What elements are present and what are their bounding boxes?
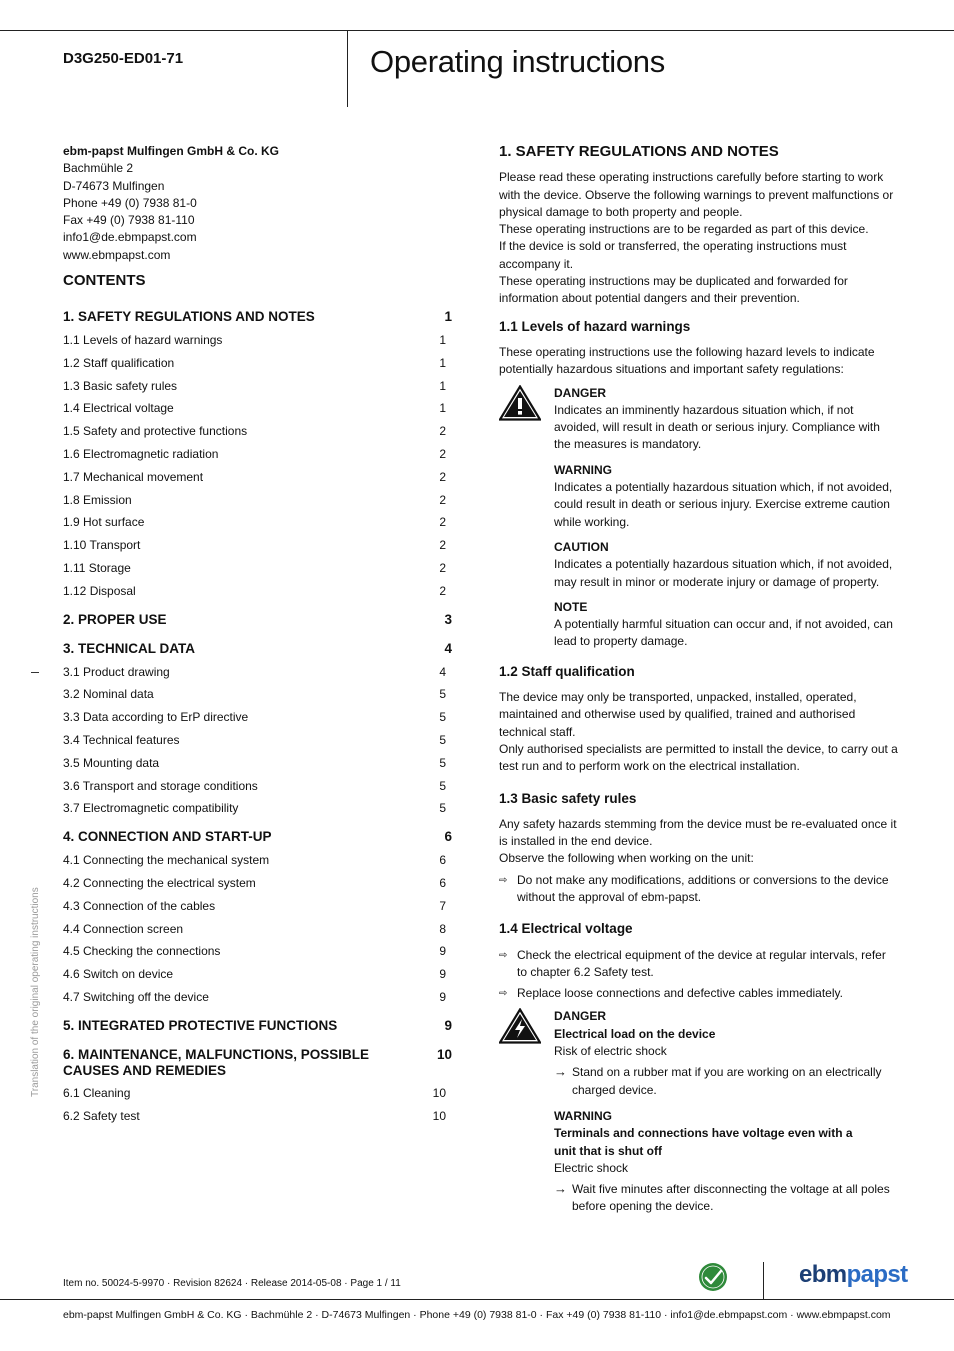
list-item <box>499 985 899 1002</box>
toc-entry[interactable] <box>63 379 453 402</box>
header-top-rule <box>0 30 954 31</box>
intro-paragraph: These operating instructions are to be regarded as part of this device. <box>499 222 869 237</box>
toc-entry-page: 5 <box>439 687 446 702</box>
safety-rules-paragraph: Any safety hazards stemming from the device must be re-evaluated once it is installed in the end device. <box>499 816 897 849</box>
toc-entry[interactable] <box>63 1047 453 1086</box>
toc-entry-label: 3.6 Transport and storage conditions <box>63 778 258 793</box>
toc-entry[interactable] <box>63 612 453 636</box>
toc-entry-label: 1.1 Levels of hazard warnings <box>63 333 223 347</box>
company-name: ebm-papst Mulfingen GmbH & Co. KG <box>63 144 279 158</box>
toc-entry-label: 3.2 Nominal data <box>63 687 154 702</box>
section-1-heading: 1. SAFETY REGULATIONS AND NOTES <box>499 143 779 160</box>
toc-entry-label: 1.12 Disposal <box>63 583 136 598</box>
toc-entry-label: 3.1 Product drawing <box>63 664 170 679</box>
toc-entry-label: 4.5 Checking the connections <box>63 944 221 959</box>
toc-entry-label: 4.6 Switch on device <box>63 967 174 982</box>
toc-entry[interactable] <box>63 899 453 922</box>
toc-entry-label: 4.3 Connection of the cables <box>63 898 216 913</box>
section-safety <box>499 143 899 1224</box>
toc-entry-label: 1.6 Electromagnetic radiation <box>63 446 219 461</box>
bullet-text: Do not make any modifications, additions or conversions to the device without the approval of ebm-papst. <box>517 872 889 904</box>
toc-entry[interactable] <box>63 424 453 447</box>
footer-rule <box>0 1299 954 1300</box>
toc-entry-label: 3.3 Data according to ErP directive <box>63 710 249 725</box>
toc-entry[interactable] <box>63 401 453 424</box>
toc-entry[interactable] <box>63 876 453 899</box>
toc-entry-page: 9 <box>439 944 446 959</box>
list-item <box>554 1181 899 1216</box>
toc-entry[interactable] <box>63 641 453 665</box>
toc-entry-label: 6. MAINTENANCE, MALFUNCTIONS, POSSIBLE CAUSES AND REMEDIES <box>63 1046 370 1078</box>
toc-entry-label: 3. TECHNICAL DATA <box>63 640 196 656</box>
toc-entry[interactable] <box>63 309 453 333</box>
toc-entry[interactable] <box>63 470 453 493</box>
toc-entry-label: 1.2 Staff qualification <box>63 355 175 370</box>
section-1-4-heading: 1.4 Electrical voltage <box>499 921 633 937</box>
toc-entry-page: 9 <box>439 967 446 982</box>
toc-entry-label: 1. SAFETY REGULATIONS AND NOTES <box>63 309 315 324</box>
toc-entry-page: 6 <box>444 829 452 845</box>
toc-entry-label: 3.4 Technical features <box>63 732 180 747</box>
electrical-warning <box>554 1108 899 1216</box>
hazard-text: Risk of electric shock <box>554 1044 667 1059</box>
hazard-subtitle: Terminals and connections have voltage even with a unit that is shut off <box>554 1126 853 1158</box>
toc-entry-label: 1.10 Transport <box>63 538 141 553</box>
toc-entry[interactable] <box>63 333 453 356</box>
electrical-hazards <box>499 1008 899 1215</box>
toc-entry-label: 3.5 Mounting data <box>63 755 160 770</box>
toc-entry-label: 3.7 Electromagnetic compatibility <box>63 801 239 816</box>
toc-entry-label: 2. PROPER USE <box>63 611 167 627</box>
toc-entry-page: 10 <box>436 1046 452 1062</box>
hazard-intro: These operating instructions use the following hazard levels to indicate potentially hazardous situations and important safety regulations: <box>499 344 875 377</box>
toc-entry[interactable] <box>63 493 453 516</box>
side-translation-note: Translation of the original operating instructions <box>30 887 41 1097</box>
logo-divider <box>763 1262 764 1300</box>
toc-entry-page: 1 <box>439 401 446 416</box>
toc-entry-page: 4 <box>439 664 446 679</box>
hazard-subtitle: Electrical load on the device <box>554 1026 716 1041</box>
toc-entry-label: 4.2 Connecting the electrical system <box>63 875 256 890</box>
toc-entry[interactable] <box>63 801 453 824</box>
toc-entry-page: 2 <box>439 446 446 461</box>
toc-entry[interactable] <box>63 1086 453 1109</box>
list-item <box>499 872 899 907</box>
hazard-text: Indicates an imminently hazardous situation which, if not avoided, will result in death or serious injury. Compliance with the measures is mandatory. <box>554 402 880 452</box>
company-email: info1@de.ebmpapst.com <box>63 230 197 245</box>
toc-entry-label: 1.9 Hot surface <box>63 515 145 530</box>
toc-entry-label: 4.4 Connection screen <box>63 921 184 936</box>
toc-entry-page: 1 <box>439 355 446 370</box>
toc-entry[interactable] <box>63 779 453 802</box>
toc-entry-page: 5 <box>439 710 446 725</box>
arrow-bullet-icon: ⇨ <box>499 874 508 886</box>
bullet-text: Replace loose connections and defective cables immediately. <box>517 986 843 1001</box>
toc-entry-label: 1.5 Safety and protective functions <box>63 424 248 439</box>
hazard-title: WARNING <box>554 1108 612 1123</box>
staff-paragraph: The device may only be transported, unpacked, installed, operated, maintained and otherwise used by qualified, trained and authorised technical staff. <box>499 690 857 739</box>
toc-entry-page: 10 <box>432 1085 446 1100</box>
toc-entry-page: 2 <box>439 515 446 530</box>
toc-entry[interactable] <box>63 1018 453 1042</box>
electric-shock-icon <box>499 1008 541 1044</box>
toc-entry-page: 2 <box>439 538 446 553</box>
toc-entry[interactable] <box>63 853 453 876</box>
hazard-title: DANGER <box>554 1009 607 1024</box>
table-of-contents <box>63 309 453 1131</box>
right-arrow-icon: → <box>554 1181 567 1197</box>
toc-entry[interactable] <box>63 990 453 1013</box>
toc-entry-page: 1 <box>439 378 446 393</box>
toc-entry[interactable] <box>63 829 453 853</box>
toc-entry-page: 4 <box>444 640 452 656</box>
toc-entry-label: 5. INTEGRATED PROTECTIVE FUNCTIONS <box>63 1017 338 1033</box>
hazard-text: Electric shock <box>554 1160 629 1175</box>
toc-entry-label: 1.11 Storage <box>63 560 131 575</box>
company-street: Bachmühle 2 <box>63 161 134 176</box>
ebmpapst-logo: ebmpapst <box>799 1261 908 1288</box>
toc-entry[interactable] <box>63 665 453 688</box>
toc-entry-page: 10 <box>432 1108 446 1123</box>
toc-entry-page: 5 <box>439 755 446 770</box>
toc-entry-label: 1.4 Electrical voltage <box>63 401 174 416</box>
item-number: Item no. 50024-5-9970 · Revision 82624 · Release 2014-05-08 · Page 1 / 11 <box>63 1278 401 1289</box>
toc-entry[interactable] <box>63 356 453 379</box>
company-web: www.ebmpapst.com <box>63 247 171 262</box>
intro-paragraph: If the device is sold or transferred, the operating instructions must accompany it. <box>499 239 847 271</box>
toc-entry-page: 9 <box>439 989 446 1004</box>
toc-entry-page: 1 <box>444 309 452 324</box>
action-text: Wait five minutes after disconnecting the voltage at all poles before opening the device. <box>572 1182 890 1214</box>
list-item <box>499 947 899 982</box>
footer-address: ebm-papst Mulfingen GmbH & Co. KG · Bachmühle 2 · D-74673 Mulfingen · Phone +49 (0) 7938 81-0 · Fax +49 (0) 7938 81-110 · info1@de.ebmpapst.com · www.ebmpapst.com <box>63 1309 891 1321</box>
safety-rules-paragraph: Observe the following when working on the unit: <box>499 851 754 866</box>
contents-heading: CONTENTS <box>63 272 146 289</box>
fold-mark <box>31 672 39 673</box>
action-text: Stand on a rubber mat if you are working on an electrically charged device. <box>572 1065 882 1097</box>
toc-entry-label: 4.7 Switching off the device <box>63 989 209 1004</box>
company-address <box>63 143 453 264</box>
toc-entry[interactable] <box>63 733 453 756</box>
intro-paragraph: Please read these operating instructions carefully before starting to work with the device. Observe the following warnings to prevent malfunctions or physical damage to both property and people. <box>499 170 894 219</box>
arrow-bullet-icon: ⇨ <box>499 949 508 961</box>
toc-entry-page: 6 <box>439 853 446 868</box>
section-1-2-heading: 1.2 Staff qualification <box>499 663 635 679</box>
hazard-title: DANGER <box>554 385 607 400</box>
hazard-level-danger <box>554 385 899 454</box>
toc-entry-label: 1.3 Basic safety rules <box>63 378 178 393</box>
hazard-title: NOTE <box>554 599 588 614</box>
document-title: Operating instructions <box>370 44 665 79</box>
toc-entry[interactable] <box>63 447 453 470</box>
toc-entry-page: 8 <box>439 921 446 936</box>
hazard-level-note <box>554 599 899 651</box>
greentech-badge-icon <box>698 1262 728 1292</box>
toc-entry-label: 1.7 Mechanical movement <box>63 469 204 484</box>
hazard-title: CAUTION <box>554 539 609 554</box>
toc-entry[interactable] <box>63 687 453 710</box>
warning-triangle-icon <box>499 385 541 421</box>
electrical-danger <box>554 1008 899 1098</box>
toc-entry-label: 4.1 Connecting the mechanical system <box>63 853 270 868</box>
toc-entry-page: 5 <box>439 801 446 816</box>
company-city: D-74673 Mulfingen <box>63 178 165 193</box>
toc-entry-label: 1.8 Emission <box>63 492 132 507</box>
section-1-1-heading: 1.1 Levels of hazard warnings <box>499 318 691 334</box>
toc-entry[interactable] <box>63 515 453 538</box>
company-fax: Fax +49 (0) 7938 81-110 <box>63 213 195 228</box>
toc-entry-label: 6.1 Cleaning <box>63 1085 131 1100</box>
toc-entry[interactable] <box>63 922 453 945</box>
section-1-3-heading: 1.3 Basic safety rules <box>499 790 637 806</box>
toc-entry-page: 2 <box>439 560 446 575</box>
toc-entry-page: 1 <box>439 333 446 347</box>
toc-entry-label: 6.2 Safety test <box>63 1108 140 1123</box>
toc-entry[interactable] <box>63 538 453 561</box>
staff-paragraph: Only authorised specialists are permitted to install the device, to carry out a test run and to perform work on the electrical installation. <box>499 741 898 774</box>
toc-entry-page: 9 <box>444 1017 452 1033</box>
hazard-text: Indicates a potentially hazardous situation which, if not avoided, could result in death or serious injury. Exercise extreme caution while working. <box>554 480 893 529</box>
toc-entry-page: 2 <box>439 583 446 598</box>
bullet-text: Check the electrical equipment of the device at regular intervals, refer to chapter 6.2 Safety test. <box>517 947 886 979</box>
toc-entry[interactable] <box>63 756 453 779</box>
toc-entry[interactable] <box>63 710 453 733</box>
toc-entry[interactable] <box>63 1109 453 1132</box>
toc-entry-page: 2 <box>439 424 446 439</box>
header-divider <box>347 30 348 107</box>
hazard-level-warning <box>554 462 899 531</box>
toc-entry[interactable] <box>63 967 453 990</box>
hazard-title: WARNING <box>554 462 612 477</box>
toc-entry-page: 3 <box>444 611 452 627</box>
toc-entry-page: 7 <box>439 898 446 913</box>
hazard-text: A potentially harmful situation can occur and, if not avoided, can lead to property damage. <box>554 617 893 649</box>
model-number: D3G250-ED01-71 <box>63 50 184 67</box>
toc-entry-page: 6 <box>439 875 446 890</box>
intro-paragraph: These operating instructions may be duplicated and forwarded for information about potential dangers and their prevention. <box>499 274 848 306</box>
list-item <box>554 1064 899 1099</box>
toc-entry-label: 4. CONNECTION AND START-UP <box>63 829 272 845</box>
toc-entry-page: 5 <box>439 732 446 747</box>
company-phone: Phone +49 (0) 7938 81-0 <box>63 195 197 210</box>
hazard-level-caution <box>554 539 899 591</box>
right-arrow-icon: → <box>554 1064 567 1080</box>
toc-entry-page: 5 <box>439 778 446 793</box>
toc-entry[interactable] <box>63 584 453 607</box>
hazard-levels <box>499 385 899 651</box>
arrow-bullet-icon: ⇨ <box>499 988 508 1000</box>
toc-entry[interactable] <box>63 561 453 584</box>
toc-entry-page: 2 <box>439 469 446 484</box>
hazard-text: Indicates a potentially hazardous situation which, if not avoided, may result in minor or moderate injury or damage of property. <box>554 557 893 589</box>
toc-entry[interactable] <box>63 944 453 967</box>
toc-entry-page: 2 <box>439 492 446 507</box>
